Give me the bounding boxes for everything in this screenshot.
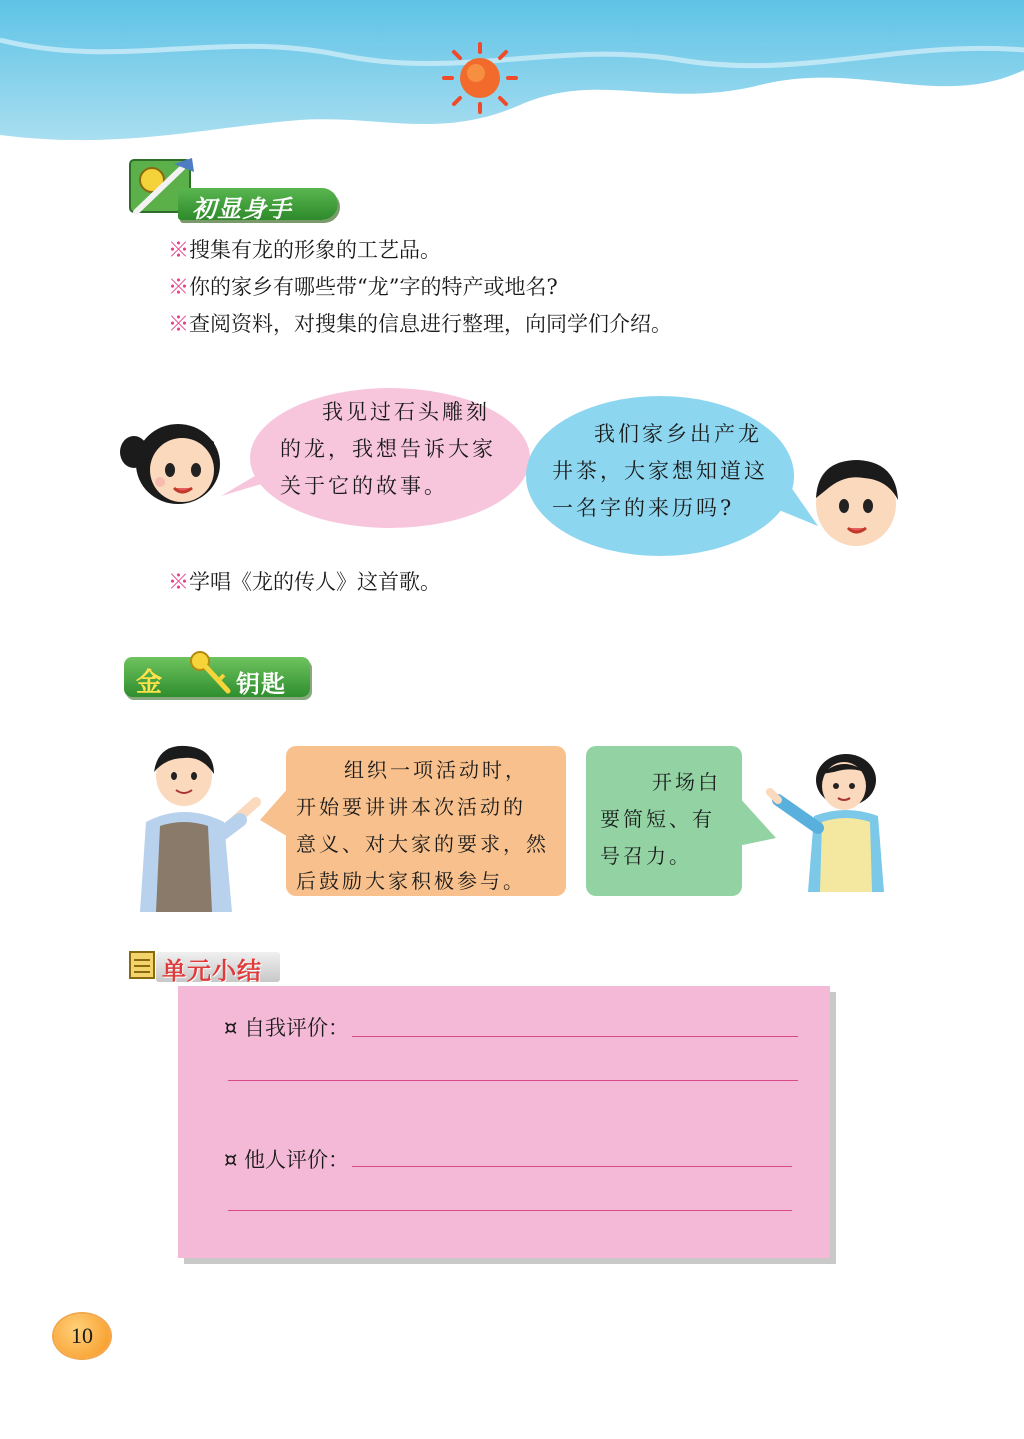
key-icon: [188, 649, 232, 695]
bullet-list: [168, 232, 672, 343]
section-title-part2: 钥匙: [236, 670, 286, 698]
peer-evaluation-line-1[interactable]: [352, 1166, 792, 1167]
box-text-green: 开场白 要简短、有 号召力。: [600, 770, 721, 868]
boy-face-illustration: [804, 452, 904, 552]
evaluation-box: [178, 986, 830, 1258]
girl-waving-illustration: [764, 752, 894, 892]
notebook-icon: [126, 948, 160, 982]
section-header-initial: [122, 158, 342, 224]
section-header-golden-key: [124, 657, 310, 697]
section-title-part1: 金: [136, 668, 164, 698]
self-evaluation-label: ¤ 自我评价：: [224, 1016, 350, 1040]
section-title: 单元小结: [162, 957, 262, 985]
bubble-text-right: 我们家乡出产龙 井茶，大家想知道这 一名字的来历吗?: [552, 422, 768, 520]
sun-icon: [438, 40, 522, 116]
peer-evaluation-line-2[interactable]: [228, 1210, 792, 1211]
self-evaluation-line-2[interactable]: [228, 1080, 798, 1081]
self-evaluation-line-1[interactable]: [352, 1036, 798, 1037]
page-number-badge: [54, 1314, 110, 1358]
peer-evaluation-label: ¤ 他人评价：: [224, 1148, 350, 1172]
list-item: ※查阅资料，对搜集的信息进行整理，向同学们介绍。: [168, 312, 672, 336]
section-header-summary: [126, 948, 286, 984]
list-item-song: ※学唱《龙的传人》这首歌。: [168, 570, 441, 594]
box-text-orange: 组织一项活动时， 开始要讲讲本次活动的 意义、对大家的要求，然 后鼓励大家积极参与。: [296, 758, 549, 893]
list-item: ※你的家乡有哪些带“龙”字的特产或地名?: [168, 275, 558, 299]
list-item: ※搜集有龙的形象的工艺品。: [168, 238, 441, 262]
page-number: 10: [71, 1323, 93, 1348]
section-title: 初显身手: [192, 195, 292, 223]
bubble-text-left: 我见过石头雕刻 的龙，我想告诉大家 关于它的故事。: [280, 400, 496, 498]
